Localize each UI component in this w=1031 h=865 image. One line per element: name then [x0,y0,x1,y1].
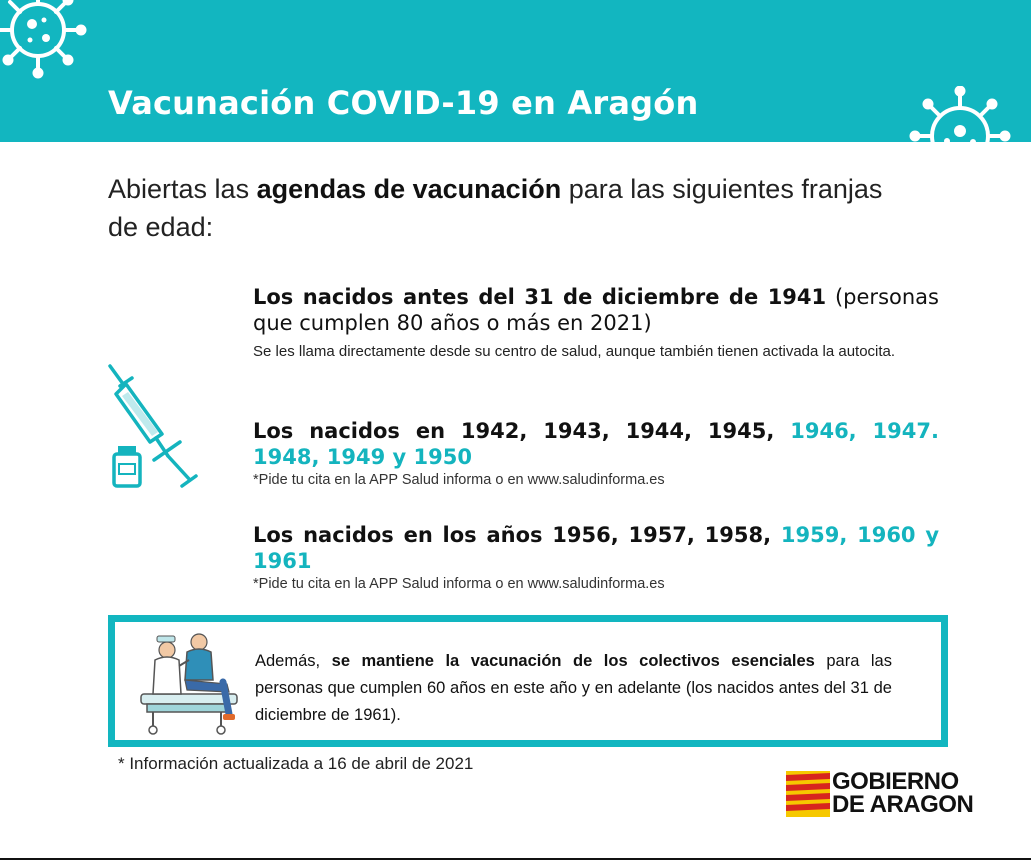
gobierno-aragon-logo [786,768,1001,819]
syringe-icon [106,362,201,492]
vaccine-vial-icon [114,446,140,486]
group-2-heading-highlight: 1946, 1947. 1948, 1949 y 1950 [253,419,939,469]
group-3-heading-highlight: 1959, 1960 y 1961 [253,523,940,573]
callout-text [255,648,892,729]
update-footnote: * Información actualizada a 16 de abril de 2021 [118,754,474,773]
intro-bold: agendas de vacunación [256,174,562,204]
group-2-heading: Los nacidos en 1942, 1943, 1944, 1945, [253,419,791,443]
age-group-1 [253,284,939,363]
callout-bold: se mantiene la vacunación de los colectivos esenciales [331,652,815,670]
aragon-flag-icon [786,771,830,817]
virus-icon [905,86,1015,142]
callout-pre: Además, [255,652,332,670]
logo-line-2: DE ARAGON [832,791,974,818]
group-1-detail: Se les llama directamente desde su centro de salud, aunque también tienen activada la autocita. [253,343,896,360]
intro-post: para las siguientes franjas de edad: [108,174,883,242]
group-3-note: *Pide tu cita en la APP Salud informa o en www.saludinforma.es [253,576,665,592]
age-group-3 [253,522,939,592]
logo-line-1: GOBIERNO [832,768,959,795]
group-1-heading-rest: (personas que cumplen 80 años o más en 2021) [253,285,939,335]
vaccination-scene-illustration [137,624,247,736]
bottom-divider [0,858,1031,860]
group-3-heading: Los nacidos en los años 1956, 1957, 1958, [253,523,781,547]
header-banner [0,0,1031,142]
intro-text [108,170,908,246]
logo-text [832,770,973,816]
page-title: Vacunación COVID-19 en Aragón [108,84,699,122]
essential-groups-callout [108,615,948,747]
intro-pre: Abiertas las [108,174,257,204]
age-group-2 [253,418,939,488]
callout-post: para las personas que cumplen 60 años en este año y en adelante (los nacidos antes del 31 de diciembre de 1961). [255,652,892,724]
group-2-note: *Pide tu cita en la APP Salud informa o en www.saludinforma.es [253,472,665,488]
group-1-heading: Los nacidos antes del 31 de diciembre de 1941 [253,285,827,309]
virus-icon [0,0,96,90]
